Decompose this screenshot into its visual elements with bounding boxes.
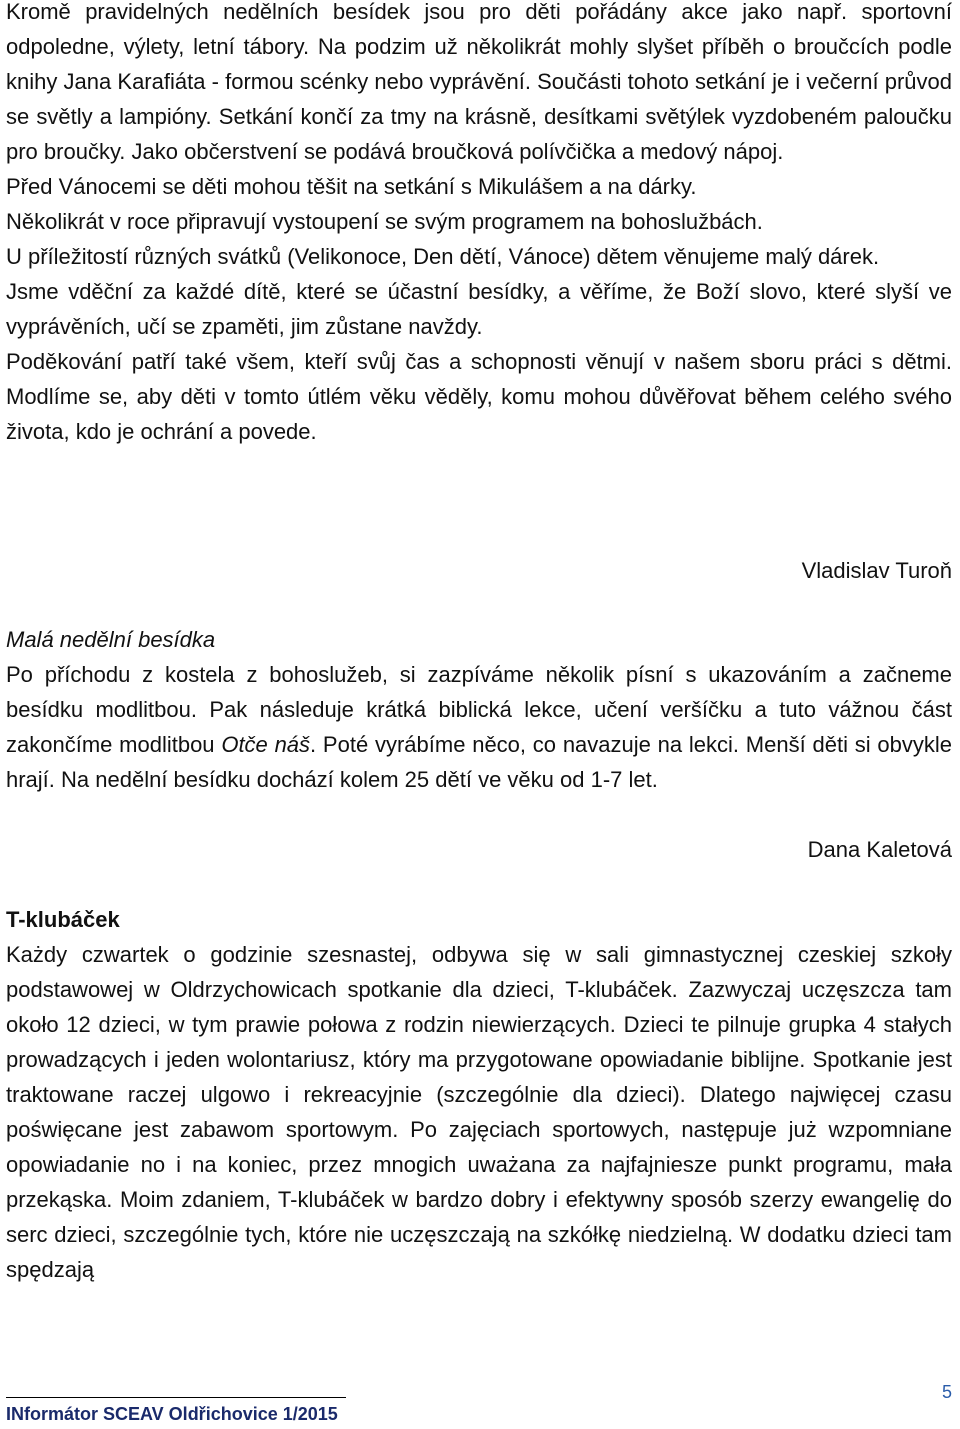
section-body [6,657,952,797]
footer-divider [6,1397,346,1398]
prayer-title: Otče náš [221,732,311,757]
section-title: T-klubáček [6,907,120,932]
footer-publication: INformátor SCEAV Oldřichovice 1/2015 [6,1404,338,1424]
intro-paragraph: Kromě pravidelných nedělních besídek jsou pro děti pořádány akce jako např. sportovní odpoledne, výlety, letní tábory. Na podzim už několikrát mohly slyšet příběh o broučcích podle knihy Jana Karafiáta - formou scénky nebo vyprávění. Součásti tohoto setkání je i večerní průvod se světly a lampióny. Setkání končí za tmy na krásně, desítkami světýlek vyzdobeném paloučku pro broučky. Jako občerstvení se podává broučková polívčička a medový nápoj. [6,0,952,164]
intro-block [6,0,952,449]
intro-signature: Vladislav Turoň [801,558,952,583]
intro-paragraph: Jsme vděční za každé dítě, které se účastní besídky, a věříme, že Boží slovo, které slyší ve vyprávěních, učí se zpaměti, jim zůstane navždy. [6,279,952,339]
intro-paragraph: Před Vánocemi se děti mohou těšit na setkání s Mikulášem a na dárky. [6,174,697,199]
intro-paragraph: U příležitostí různých svátků (Velikonoce, Den dětí, Vánoce) dětem věnujeme malý dárek. [6,244,880,269]
section-t-klubacek [6,902,952,1287]
page-number: 5 [941,1382,952,1402]
section-mala-nedelni-besidka [6,622,952,797]
intro-paragraph: Poděkování patří také všem, kteří svůj čas a schopnosti věnují v našem sboru práci s dětmi. Modlíme se, aby děti v tomto útlém věku věděly, komu mohou důvěřovat během celého svého života, kdo je ochrání a povede. [6,349,952,444]
section-body: Każdy czwartek o godzinie szesnastej, odbywa się w sali gimnastycznej czeskiej szkoły podstawowej w Oldrzychowicach spotkanie dla dzieci, T-klubáček. Zazwyczaj uczęszcza tam około 12 dzieci, w tym prawie połowa z rodzin niewierzących. Dzieci te pilnuje grupka 4 stałych prowadzących i jeden wolontariusz, który ma przygotowane opowiadanie biblijne. Spotkanie jest traktowane raczej ulgowo i rekreacyjnie (szczególnie dla dzieci). Dlatego najwięcej czasu poświęcane jest zabawom sportowym. Po zajęciach sportowych, następuje już wzpomniane opowiadanie no i na koniec, przez mnogich uważana za najfajniesze punkt programu, mała przekąska. Moim zdaniem, T-klubáček w bardzo dobry i efektywny sposób szerzy ewangelię do serc dzieci, szczególnie tych, które nie uczęszczają na szkółkę niedzielną. W dodatku dzieci tam spędzają [6,942,952,1282]
intro-paragraph: Několikrát v roce připravují vystoupení se svým programem na bohoslužbách. [6,209,763,234]
section-title: Malá nedělní besídka [6,627,216,652]
section-body-text: . Poté vyrábíme něco, co navazuje na lekci. Menší děti si obvykle hrají. Na nedělní besídku dochází kolem 25 dětí ve věku od 1-7 let. [6,732,952,792]
section-signature: Dana Kaletová [807,837,952,862]
section-body-text: Po příchodu z kostela z bohoslužeb, si zazpíváme několik písní s ukazováním a začneme besídku modlitbou. Pak následuje krátká biblická lekce, učení veršíčku a tuto vážnou část zakončíme modlitbou [6,662,952,757]
